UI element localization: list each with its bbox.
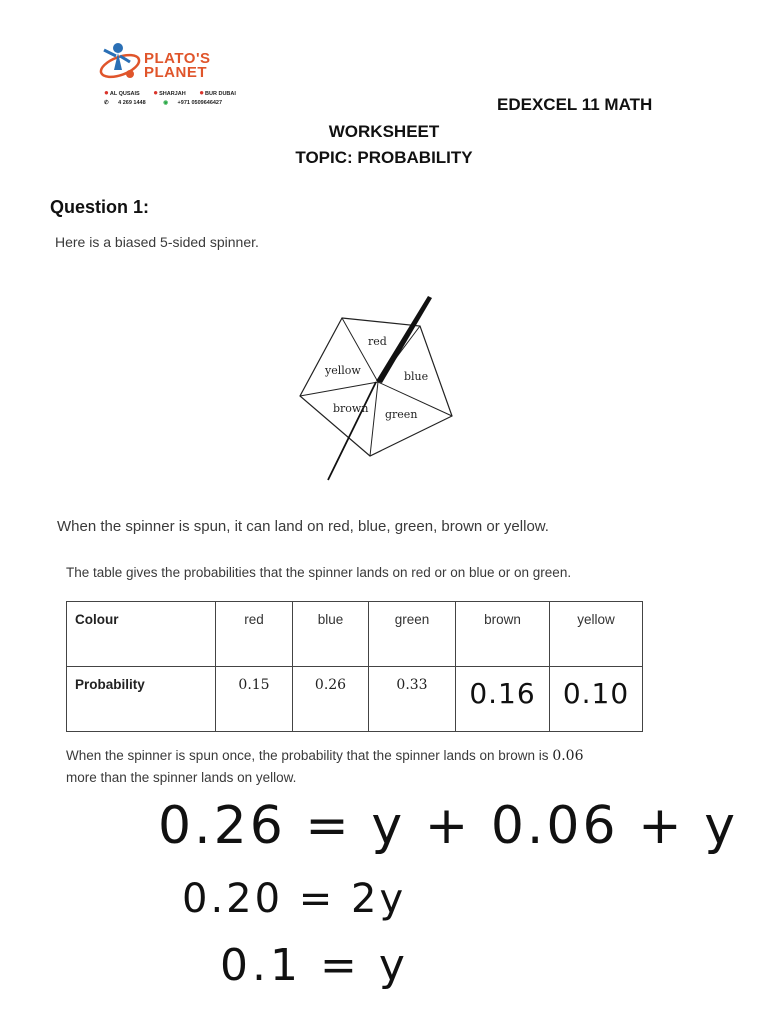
worksheet-title: WORKSHEET [328,122,440,141]
logo-brand-line1: PLATO'S [144,50,211,67]
location-pin-icon: ● [153,88,159,97]
handwritten-answer-yellow: 0.10 [562,677,630,710]
question-label: Question 1: [50,197,150,217]
logo-mascot-icon [96,40,144,86]
platos-planet-logo [96,40,246,112]
table-description: The table gives the probabilities that the spinner lands on red or on blue or on green. [66,565,572,580]
logo-phones [104,100,238,106]
spinner-label-brown: brown [333,402,369,415]
handwritten-probability-yellow [550,667,643,732]
handwritten-working-line1: 0.26 = y + 0.06 + y [158,796,738,856]
handwritten-probability-brown [456,667,550,732]
phone-icon: ✆ [104,100,109,106]
exam-title: EDEXCEL 11 MATH [497,95,653,114]
location-pin-icon: ● [199,88,205,97]
logo-brand-line2: PLANET [144,64,207,81]
spinner-label-yellow: yellow [325,364,361,377]
colour-row [67,602,643,667]
probability-green: 0.33 [369,667,456,732]
whatsapp-number: +971 0509646427 [177,100,223,106]
colour-cell-green: green [369,602,456,667]
probability-blue: 0.26 [293,667,369,732]
phone-number: 4 269 1448 [118,100,146,106]
spinner-label-green: green [385,408,418,421]
brown-statement-number: 0.06 [552,748,584,764]
handwritten-working-line3: 0.1 = y [220,940,409,991]
probability-red: 0.15 [216,667,293,732]
probability-row [67,667,643,732]
brown-statement-part2: more than the spinner lands on yellow. [66,770,297,785]
location-al-qusais: AL QUSAIS [109,91,140,97]
topic-title: TOPIC: PROBABILITY [295,148,473,167]
location-sharjah: SHARJAH [159,91,186,97]
colour-cell-blue: blue [293,602,369,667]
location-bur-dubai: BUR DUBAI [205,91,236,97]
colour-header: Colour [67,602,216,667]
probability-header: Probability [67,667,216,732]
colour-cell-yellow: yellow [550,602,643,667]
whatsapp-icon: ◉ [163,100,169,106]
handwritten-answer-brown: 0.16 [469,677,536,710]
colour-cell-red: red [216,602,293,667]
question-intro: Here is a biased 5-sided spinner. [55,234,259,250]
colour-cell-brown: brown [456,602,550,667]
logo-locations [104,88,248,97]
brown-statement-part1: When the spinner is spun once, the probability that the spinner lands on brown is [66,748,549,763]
brown-statement [66,745,583,788]
spinner-description: When the spinner is spun, it can land on red, blue, green, brown or yellow. [57,518,549,535]
spinner-label-red: red [368,335,387,348]
location-pin-icon: ● [104,88,109,97]
handwritten-working-line2: 0.20 = 2y [182,876,407,922]
spinner-label-blue: blue [404,370,429,383]
spinner-figure [296,294,460,484]
probability-table [66,601,643,732]
